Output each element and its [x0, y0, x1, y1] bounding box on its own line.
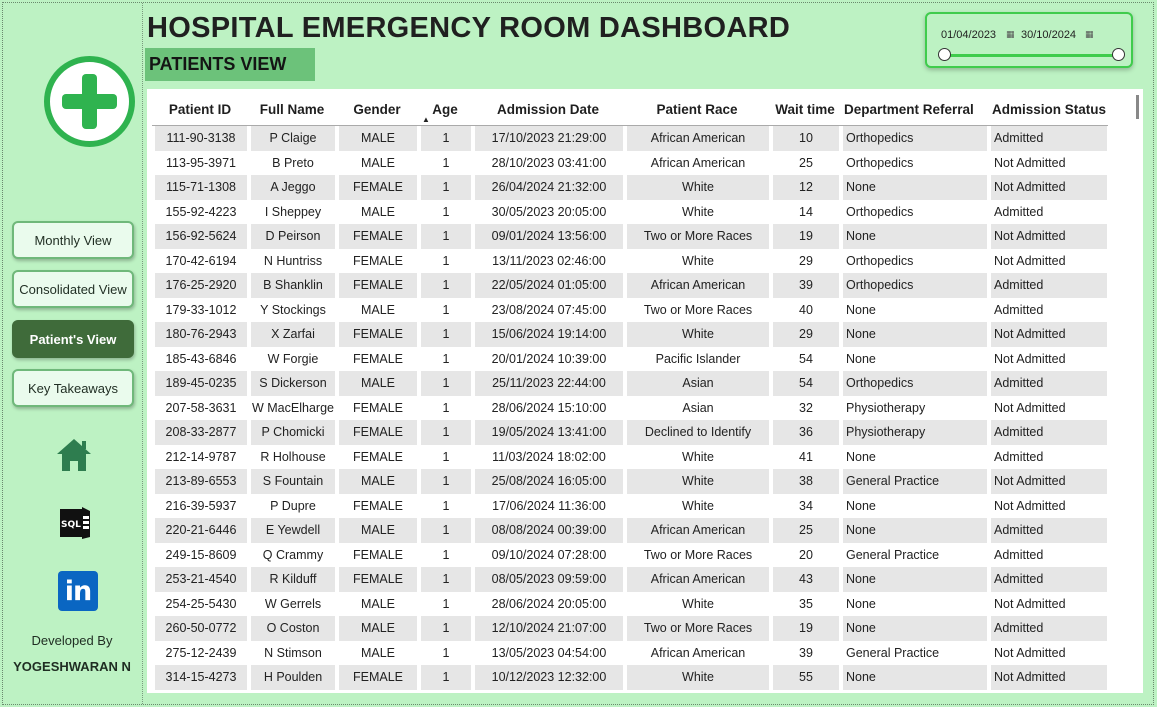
- cell-admission-status: Not Admitted: [988, 347, 1108, 372]
- cell-gender: MALE: [336, 151, 418, 176]
- column-header-department-referral[interactable]: Department Referral: [840, 94, 988, 126]
- cell-patient-id: 115-71-1308: [152, 175, 248, 200]
- cell-admission-date: 25/08/2024 16:05:00: [472, 469, 624, 494]
- cell-admission-date: 23/08/2024 07:45:00: [472, 298, 624, 323]
- cell-wait-time: 39: [770, 273, 840, 298]
- cell-wait-time: 43: [770, 567, 840, 592]
- cell-admission-status: Admitted: [988, 543, 1108, 568]
- cell-gender: FEMALE: [336, 445, 418, 470]
- linkedin-icon[interactable]: in: [58, 571, 98, 611]
- cell-patient-id: 207-58-3631: [152, 396, 248, 421]
- cell-wait-time: 20: [770, 543, 840, 568]
- cell-patient-race: African American: [624, 151, 770, 176]
- cell-gender: FEMALE: [336, 494, 418, 519]
- cell-full-name: P Dupre: [248, 494, 336, 519]
- cell-department-referral: None: [840, 616, 988, 641]
- date-range-slicer[interactable]: [925, 12, 1133, 68]
- cell-patient-id: 220-21-6446: [152, 518, 248, 543]
- nav-key-takeaways-button[interactable]: Key Takeaways: [12, 369, 134, 407]
- column-header-admission-date[interactable]: Admission Date: [472, 94, 624, 126]
- cell-patient-id: 216-39-5937: [152, 494, 248, 519]
- column-header-admission-status[interactable]: Admission Status: [988, 94, 1108, 126]
- cell-admission-date: 08/08/2024 00:39:00: [472, 518, 624, 543]
- cell-department-referral: Orthopedics: [840, 273, 988, 298]
- cell-department-referral: None: [840, 494, 988, 519]
- cell-admission-status: Admitted: [988, 298, 1108, 323]
- cell-patient-id: 208-33-2877: [152, 420, 248, 445]
- slider-end-handle[interactable]: [1112, 48, 1125, 61]
- cell-department-referral: Orthopedics: [840, 200, 988, 225]
- cell-admission-date: 10/12/2023 12:32:00: [472, 665, 624, 690]
- column-header-gender[interactable]: Gender: [336, 94, 418, 126]
- nav-monthly-view-button[interactable]: Monthly View: [12, 221, 134, 259]
- cell-wait-time: 54: [770, 347, 840, 372]
- cell-department-referral: None: [840, 665, 988, 690]
- cell-admission-status: Not Admitted: [988, 494, 1108, 519]
- cell-age: 1: [418, 616, 472, 641]
- cell-patient-race: African American: [624, 518, 770, 543]
- table-row[interactable]: [152, 347, 1108, 372]
- cell-gender: MALE: [336, 126, 418, 151]
- cell-full-name: S Fountain: [248, 469, 336, 494]
- cell-wait-time: 25: [770, 151, 840, 176]
- cell-admission-date: 26/04/2024 21:32:00: [472, 175, 624, 200]
- cell-patient-race: Two or More Races: [624, 298, 770, 323]
- cell-patient-race: Asian: [624, 371, 770, 396]
- cell-wait-time: 19: [770, 616, 840, 641]
- cell-patient-race: Two or More Races: [624, 224, 770, 249]
- cell-gender: MALE: [336, 518, 418, 543]
- cell-gender: FEMALE: [336, 396, 418, 421]
- cell-age: 1: [418, 494, 472, 519]
- cell-patient-race: African American: [624, 641, 770, 666]
- cell-admission-status: Not Admitted: [988, 469, 1108, 494]
- cell-department-referral: None: [840, 322, 988, 347]
- table-row[interactable]: [152, 641, 1108, 666]
- cell-age: 1: [418, 126, 472, 151]
- cell-admission-status: Not Admitted: [988, 396, 1108, 421]
- cell-full-name: D Peirson: [248, 224, 336, 249]
- cell-department-referral: None: [840, 567, 988, 592]
- cell-wait-time: 55: [770, 665, 840, 690]
- cell-patient-id: 189-45-0235: [152, 371, 248, 396]
- cell-admission-status: Admitted: [988, 126, 1108, 151]
- cell-department-referral: None: [840, 592, 988, 617]
- cell-gender: MALE: [336, 592, 418, 617]
- cell-age: 1: [418, 445, 472, 470]
- cell-full-name: O Coston: [248, 616, 336, 641]
- table-row[interactable]: [152, 592, 1108, 617]
- developer-name: YOGESHWARAN N: [13, 659, 131, 674]
- table-row[interactable]: [152, 371, 1108, 396]
- cell-admission-status: Admitted: [988, 273, 1108, 298]
- cell-full-name: N Stimson: [248, 641, 336, 666]
- table-row[interactable]: [152, 543, 1108, 568]
- cell-admission-status: Admitted: [988, 445, 1108, 470]
- cell-admission-date: 28/10/2023 03:41:00: [472, 151, 624, 176]
- calendar-icon[interactable]: ▦: [1006, 29, 1015, 39]
- cell-full-name: B Shanklin: [248, 273, 336, 298]
- column-header-age[interactable]: Age ▲: [418, 94, 472, 126]
- cell-admission-date: 17/06/2024 11:36:00: [472, 494, 624, 519]
- cell-patient-race: African American: [624, 273, 770, 298]
- cell-department-referral: Orthopedics: [840, 249, 988, 274]
- cell-patient-id: 113-95-3971: [152, 151, 248, 176]
- cell-patient-id: 253-21-4540: [152, 567, 248, 592]
- cell-gender: FEMALE: [336, 175, 418, 200]
- table-row[interactable]: [152, 445, 1108, 470]
- cell-patient-race: White: [624, 249, 770, 274]
- cell-patient-id: 185-43-6846: [152, 347, 248, 372]
- cell-full-name: N Huntriss: [248, 249, 336, 274]
- sql-icon[interactable]: [58, 506, 94, 540]
- cell-full-name: W MacElharge: [248, 396, 336, 421]
- cell-department-referral: None: [840, 347, 988, 372]
- cell-age: 1: [418, 543, 472, 568]
- cell-gender: FEMALE: [336, 322, 418, 347]
- table-row[interactable]: [152, 567, 1108, 592]
- cell-admission-status: Not Admitted: [988, 641, 1108, 666]
- cell-age: 1: [418, 175, 472, 200]
- column-header-wait-time[interactable]: Wait time: [770, 94, 840, 126]
- slider-start-handle[interactable]: [938, 48, 951, 61]
- cell-wait-time: 41: [770, 445, 840, 470]
- cell-wait-time: 36: [770, 420, 840, 445]
- cell-patient-race: Two or More Races: [624, 616, 770, 641]
- cell-gender: MALE: [336, 371, 418, 396]
- cell-full-name: W Gerrels: [248, 592, 336, 617]
- cell-age: 1: [418, 592, 472, 617]
- cell-patient-race: Declined to Identify: [624, 420, 770, 445]
- cell-admission-status: Admitted: [988, 567, 1108, 592]
- developed-by-label: Developed By: [31, 633, 113, 648]
- table-row[interactable]: [152, 396, 1108, 421]
- cell-gender: MALE: [336, 616, 418, 641]
- cell-gender: FEMALE: [336, 567, 418, 592]
- table-row[interactable]: [152, 200, 1108, 225]
- cell-full-name: H Poulden: [248, 665, 336, 690]
- cell-patient-race: Two or More Races: [624, 543, 770, 568]
- cell-patient-race: African American: [624, 126, 770, 151]
- cell-gender: FEMALE: [336, 347, 418, 372]
- cell-full-name: P Chomicki: [248, 420, 336, 445]
- cell-wait-time: 29: [770, 249, 840, 274]
- cell-admission-date: 28/06/2024 20:05:00: [472, 592, 624, 617]
- cell-patient-id: 111-90-3138: [152, 126, 248, 151]
- cell-full-name: Q Crammy: [248, 543, 336, 568]
- cell-gender: FEMALE: [336, 543, 418, 568]
- cell-department-referral: Orthopedics: [840, 371, 988, 396]
- cell-department-referral: Orthopedics: [840, 151, 988, 176]
- cell-admission-date: 20/01/2024 10:39:00: [472, 347, 624, 372]
- cell-patient-id: 155-92-4223: [152, 200, 248, 225]
- plus-logo-icon: [44, 56, 135, 147]
- cell-gender: FEMALE: [336, 249, 418, 274]
- patients-table-container: [147, 89, 1143, 693]
- cell-patient-id: 249-15-8609: [152, 543, 248, 568]
- cell-wait-time: 32: [770, 396, 840, 421]
- home-icon[interactable]: [55, 437, 93, 473]
- cell-patient-race: White: [624, 322, 770, 347]
- cell-admission-status: Not Admitted: [988, 175, 1108, 200]
- cell-patient-race: White: [624, 445, 770, 470]
- cell-patient-id: 176-25-2920: [152, 273, 248, 298]
- cell-gender: MALE: [336, 200, 418, 225]
- cell-admission-date: 12/10/2024 21:07:00: [472, 616, 624, 641]
- cell-admission-date: 09/01/2024 13:56:00: [472, 224, 624, 249]
- cell-age: 1: [418, 371, 472, 396]
- cell-admission-status: Not Admitted: [988, 224, 1108, 249]
- cell-patient-id: 180-76-2943: [152, 322, 248, 347]
- cell-department-referral: Physiotherapy: [840, 396, 988, 421]
- cell-admission-status: Admitted: [988, 420, 1108, 445]
- cell-patient-id: 179-33-1012: [152, 298, 248, 323]
- cell-patient-race: White: [624, 200, 770, 225]
- cell-admission-status: Not Admitted: [988, 151, 1108, 176]
- cell-age: 1: [418, 224, 472, 249]
- cell-patient-id: 254-25-5430: [152, 592, 248, 617]
- cell-patient-id: 260-50-0772: [152, 616, 248, 641]
- cell-gender: FEMALE: [336, 273, 418, 298]
- table-row[interactable]: [152, 616, 1108, 641]
- cell-department-referral: None: [840, 224, 988, 249]
- cell-wait-time: 25: [770, 518, 840, 543]
- table-row[interactable]: [152, 322, 1108, 347]
- cell-gender: MALE: [336, 469, 418, 494]
- cell-patient-id: 156-92-5624: [152, 224, 248, 249]
- table-row[interactable]: [152, 249, 1108, 274]
- cell-admission-date: 13/05/2023 04:54:00: [472, 641, 624, 666]
- cell-age: 1: [418, 567, 472, 592]
- cell-patient-race: White: [624, 665, 770, 690]
- cell-gender: FEMALE: [336, 665, 418, 690]
- cell-patient-race: Asian: [624, 396, 770, 421]
- cell-patient-race: White: [624, 494, 770, 519]
- table-row[interactable]: [152, 420, 1108, 445]
- cell-admission-date: 11/03/2024 18:02:00: [472, 445, 624, 470]
- sql-icon-label: SQL: [61, 520, 81, 530]
- cell-admission-status: Not Admitted: [988, 249, 1108, 274]
- cell-full-name: X Zarfai: [248, 322, 336, 347]
- cell-department-referral: Orthopedics: [840, 126, 988, 151]
- cell-admission-status: Not Admitted: [988, 665, 1108, 690]
- cell-age: 1: [418, 151, 472, 176]
- sort-ascending-icon[interactable]: ▲: [422, 115, 430, 124]
- cell-department-referral: General Practice: [840, 469, 988, 494]
- table-row[interactable]: [152, 175, 1108, 200]
- cell-patient-id: 275-12-2439: [152, 641, 248, 666]
- cell-age: 1: [418, 518, 472, 543]
- cell-patient-id: 314-15-4273: [152, 665, 248, 690]
- cell-patient-id: 213-89-6553: [152, 469, 248, 494]
- cell-wait-time: 12: [770, 175, 840, 200]
- sidebar: [3, 3, 143, 704]
- cell-full-name: Y Stockings: [248, 298, 336, 323]
- cell-department-referral: Physiotherapy: [840, 420, 988, 445]
- table-row[interactable]: [152, 518, 1108, 543]
- cell-age: 1: [418, 641, 472, 666]
- cell-full-name: A Jeggo: [248, 175, 336, 200]
- column-header-patient-id[interactable]: Patient ID: [152, 94, 248, 126]
- cell-age: 1: [418, 273, 472, 298]
- cell-age: 1: [418, 200, 472, 225]
- start-date-input[interactable]: 01/04/2023: [941, 29, 997, 41]
- cell-admission-date: 08/05/2023 09:59:00: [472, 567, 624, 592]
- cell-department-referral: None: [840, 518, 988, 543]
- cell-full-name: I Sheppey: [248, 200, 336, 225]
- cell-wait-time: 54: [770, 371, 840, 396]
- patients-table: [152, 94, 1108, 690]
- cell-patient-race: White: [624, 175, 770, 200]
- table-row[interactable]: [152, 494, 1108, 519]
- cell-admission-date: 15/06/2024 19:14:00: [472, 322, 624, 347]
- cell-patient-race: White: [624, 592, 770, 617]
- cell-age: 1: [418, 347, 472, 372]
- cell-age: 1: [418, 322, 472, 347]
- cell-full-name: B Preto: [248, 151, 336, 176]
- cell-admission-status: Not Admitted: [988, 592, 1108, 617]
- table-row[interactable]: [152, 273, 1108, 298]
- cell-admission-date: 22/05/2024 01:05:00: [472, 273, 624, 298]
- cell-gender: FEMALE: [336, 420, 418, 445]
- cell-admission-status: Admitted: [988, 518, 1108, 543]
- table-header-row: [152, 94, 1108, 126]
- table-row[interactable]: [152, 298, 1108, 323]
- column-header-patient-race[interactable]: Patient Race: [624, 94, 770, 126]
- cell-age: 1: [418, 469, 472, 494]
- cell-admission-date: 13/11/2023 02:46:00: [472, 249, 624, 274]
- cell-admission-status: Admitted: [988, 371, 1108, 396]
- cell-admission-date: 09/10/2024 07:28:00: [472, 543, 624, 568]
- column-header-full-name[interactable]: Full Name: [248, 94, 336, 126]
- cell-patient-id: 212-14-9787: [152, 445, 248, 470]
- cell-full-name: R Holhouse: [248, 445, 336, 470]
- cell-admission-date: 17/10/2023 21:29:00: [472, 126, 624, 151]
- cell-wait-time: 39: [770, 641, 840, 666]
- table-scrollbar[interactable]: [1136, 95, 1139, 119]
- cell-admission-date: 30/05/2023 20:05:00: [472, 200, 624, 225]
- cell-admission-date: 25/11/2023 22:44:00: [472, 371, 624, 396]
- cell-full-name: W Forgie: [248, 347, 336, 372]
- cell-age: 1: [418, 249, 472, 274]
- cell-gender: FEMALE: [336, 224, 418, 249]
- cell-patient-race: Pacific Islander: [624, 347, 770, 372]
- table-row[interactable]: [152, 224, 1108, 249]
- cell-department-referral: None: [840, 175, 988, 200]
- end-date-input[interactable]: 30/10/2024: [1021, 29, 1077, 41]
- cell-gender: MALE: [336, 641, 418, 666]
- cell-age: 1: [418, 665, 472, 690]
- cell-department-referral: General Practice: [840, 543, 988, 568]
- slider-track[interactable]: [945, 54, 1119, 57]
- page-subtitle: PATIENTS VIEW: [145, 48, 315, 81]
- cell-full-name: P Claige: [248, 126, 336, 151]
- cell-department-referral: None: [840, 445, 988, 470]
- cell-age: 1: [418, 396, 472, 421]
- cell-department-referral: General Practice: [840, 641, 988, 666]
- cell-admission-status: Admitted: [988, 616, 1108, 641]
- cell-department-referral: None: [840, 298, 988, 323]
- table-row[interactable]: [152, 469, 1108, 494]
- cell-admission-date: 19/05/2024 13:41:00: [472, 420, 624, 445]
- page-title: HOSPITAL EMERGENCY ROOM DASHBOARD: [147, 12, 791, 44]
- cell-age: 1: [418, 298, 472, 323]
- table-row[interactable]: [152, 665, 1108, 690]
- cell-admission-status: Not Admitted: [988, 322, 1108, 347]
- cell-patient-race: African American: [624, 567, 770, 592]
- cell-patient-id: 170-42-6194: [152, 249, 248, 274]
- nav-patients-view-button[interactable]: Patient's View: [12, 320, 134, 358]
- cell-age: 1: [418, 420, 472, 445]
- calendar-icon[interactable]: ▦: [1085, 29, 1094, 39]
- cell-wait-time: 19: [770, 224, 840, 249]
- cell-wait-time: 10: [770, 126, 840, 151]
- cell-wait-time: 34: [770, 494, 840, 519]
- cell-full-name: E Yewdell: [248, 518, 336, 543]
- table-row[interactable]: [152, 126, 1108, 151]
- nav-consolidated-view-button[interactable]: Consolidated View: [12, 270, 134, 308]
- cell-admission-date: 28/06/2024 15:10:00: [472, 396, 624, 421]
- cell-patient-race: White: [624, 469, 770, 494]
- cell-wait-time: 35: [770, 592, 840, 617]
- cell-wait-time: 29: [770, 322, 840, 347]
- cell-full-name: S Dickerson: [248, 371, 336, 396]
- cell-wait-time: 40: [770, 298, 840, 323]
- table-row[interactable]: [152, 151, 1108, 176]
- cell-admission-status: Admitted: [988, 200, 1108, 225]
- cell-wait-time: 14: [770, 200, 840, 225]
- cell-gender: MALE: [336, 298, 418, 323]
- cell-full-name: R Kilduff: [248, 567, 336, 592]
- cell-wait-time: 38: [770, 469, 840, 494]
